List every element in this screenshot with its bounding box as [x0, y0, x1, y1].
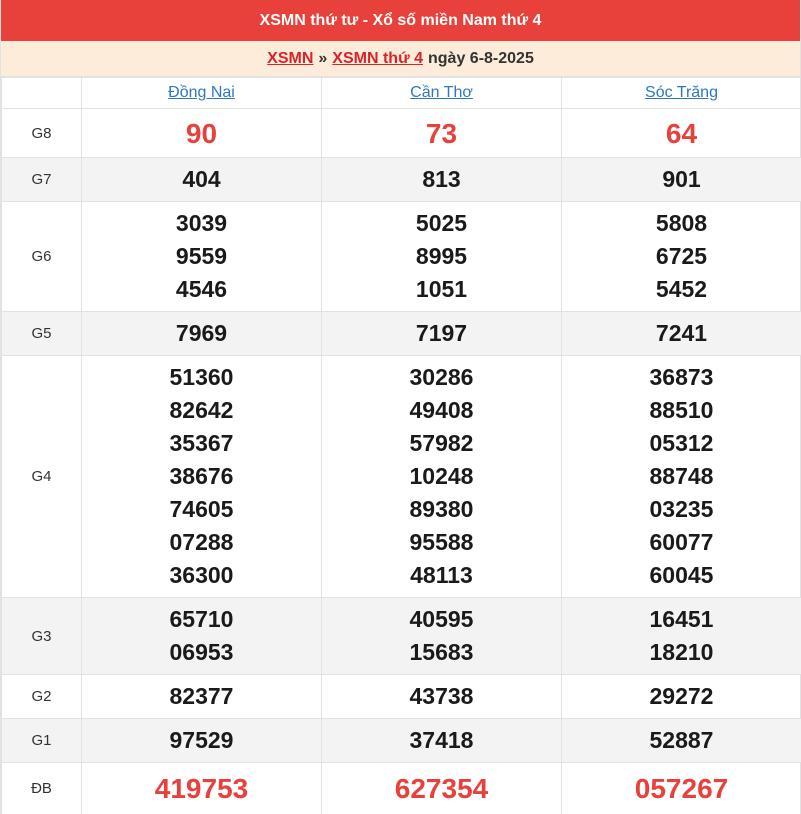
- prize-number: 89380: [409, 496, 474, 522]
- prize-number: 8995: [415, 243, 468, 269]
- prize-label: G3: [2, 598, 82, 675]
- prize-number: 5025: [415, 210, 468, 236]
- province-link-dong-nai[interactable]: Đồng Nai: [168, 84, 235, 101]
- prize-row-g6: [2, 202, 801, 312]
- prize-number: 16451: [649, 606, 714, 632]
- prize-number: 40595: [409, 606, 474, 632]
- prize-number: 52887: [649, 727, 714, 753]
- header-blank-cell: [2, 78, 82, 109]
- prize-cell: [82, 109, 322, 158]
- prize-number: 48113: [410, 562, 473, 588]
- prize-number: 97529: [169, 727, 234, 753]
- prize-number: 6725: [655, 243, 708, 269]
- prize-cell: [322, 598, 562, 675]
- prize-cell: [562, 312, 801, 356]
- prize-cell: [82, 202, 322, 312]
- prize-number: 7197: [415, 320, 468, 346]
- prize-cell: [322, 356, 562, 598]
- province-header: [562, 78, 801, 109]
- prize-row-g5: [2, 312, 801, 356]
- prize-number: 15683: [409, 639, 474, 665]
- prize-label: ĐB: [2, 763, 82, 814]
- prize-number: 36300: [169, 562, 234, 588]
- prize-number: 60077: [649, 529, 714, 555]
- prize-row-g1: [2, 719, 801, 763]
- prize-number: 05312: [649, 430, 714, 456]
- prize-cell: [322, 719, 562, 763]
- prize-cell: [322, 202, 562, 312]
- province-header: [82, 78, 322, 109]
- prize-label: G4: [2, 356, 82, 598]
- prize-number: 74605: [169, 496, 234, 522]
- prize-row-g2: [2, 675, 801, 719]
- breadcrumb-link-xsmn[interactable]: XSMN: [267, 49, 314, 67]
- prize-number: 3039: [175, 210, 228, 236]
- prize-number: 90: [185, 117, 218, 149]
- prize-number: 64: [665, 117, 698, 149]
- prize-number: 38676: [169, 463, 234, 489]
- prize-row-db: [2, 763, 801, 814]
- prize-label: G7: [2, 158, 82, 202]
- prize-number: 37418: [409, 727, 474, 753]
- prize-cell: [562, 675, 801, 719]
- prize-cell: [82, 312, 322, 356]
- prize-cell: [562, 763, 801, 814]
- prize-cell: [562, 356, 801, 598]
- prize-number: 36873: [649, 364, 714, 390]
- prize-number: 03235: [649, 496, 714, 522]
- prize-number: 813: [422, 166, 461, 192]
- province-header-row: [2, 78, 801, 109]
- prize-cell: [562, 598, 801, 675]
- prize-number: 1051: [415, 276, 468, 302]
- prize-number: 627354: [394, 773, 489, 804]
- prize-number: 29272: [649, 683, 714, 709]
- province-link-can-tho[interactable]: Cần Thơ: [410, 84, 473, 101]
- prize-label: G1: [2, 719, 82, 763]
- prize-cell: [562, 158, 801, 202]
- prize-row-g8: [2, 109, 801, 158]
- prize-number: 404: [182, 166, 221, 192]
- prize-number: 07288: [169, 529, 234, 555]
- prize-number: 65710: [169, 606, 234, 632]
- prize-number: 51360: [169, 364, 234, 390]
- prize-cell: [322, 675, 562, 719]
- prize-number: 88510: [649, 397, 714, 423]
- prize-cell: [82, 356, 322, 598]
- prize-number: 901: [662, 166, 701, 192]
- prize-number: 5452: [655, 276, 708, 302]
- prize-number: 95588: [409, 529, 474, 555]
- prize-cell: [562, 202, 801, 312]
- prize-cell: [322, 312, 562, 356]
- prize-cell: [82, 675, 322, 719]
- prize-cell: [322, 158, 562, 202]
- prize-number: 30286: [409, 364, 474, 390]
- page-title: XSMN thứ tư - Xổ số miền Nam thứ 4: [1, 0, 800, 41]
- province-header: [322, 78, 562, 109]
- province-link-soc-trang[interactable]: Sóc Trăng: [645, 84, 718, 101]
- prize-number: 43738: [409, 683, 474, 709]
- prize-cell: [82, 158, 322, 202]
- prize-number: 35367: [169, 430, 234, 456]
- prize-number: 10248: [409, 463, 474, 489]
- breadcrumb: [1, 41, 800, 77]
- prize-number: 60045: [649, 562, 714, 588]
- prize-number: 82642: [169, 397, 234, 423]
- prize-number: 06953: [169, 639, 234, 665]
- prize-cell: [562, 719, 801, 763]
- prize-cell: [82, 598, 322, 675]
- prize-cell: [82, 763, 322, 814]
- prize-number: 9559: [175, 243, 228, 269]
- prize-number: 5808: [655, 210, 708, 236]
- breadcrumb-link-xsmn-thu-4[interactable]: XSMN thứ 4: [332, 49, 423, 67]
- results-table: [1, 77, 801, 814]
- draw-date: ngày 6-8-2025: [428, 49, 534, 67]
- prize-label: G2: [2, 675, 82, 719]
- prize-cell: [322, 763, 562, 814]
- prize-label: G6: [2, 202, 82, 312]
- prize-row-g3: [2, 598, 801, 675]
- prize-number: 7241: [655, 320, 708, 346]
- prize-number: 057267: [634, 773, 729, 804]
- prize-number: 57982: [409, 430, 474, 456]
- prize-cell: [562, 109, 801, 158]
- prize-number: 73: [425, 117, 458, 149]
- prize-cell: [82, 719, 322, 763]
- prize-number: 18210: [649, 639, 714, 665]
- prize-row-g4: [2, 356, 801, 598]
- prize-label: G8: [2, 109, 82, 158]
- prize-number: 88748: [649, 463, 714, 489]
- prize-number: 7969: [175, 320, 228, 346]
- prize-number: 4546: [175, 276, 228, 302]
- prize-number: 82377: [169, 683, 234, 709]
- prize-row-g7: [2, 158, 801, 202]
- breadcrumb-separator: »: [318, 49, 328, 67]
- prize-number: 419753: [154, 773, 249, 804]
- prize-cell: [322, 109, 562, 158]
- prize-label: G5: [2, 312, 82, 356]
- prize-number: 49408: [409, 397, 474, 423]
